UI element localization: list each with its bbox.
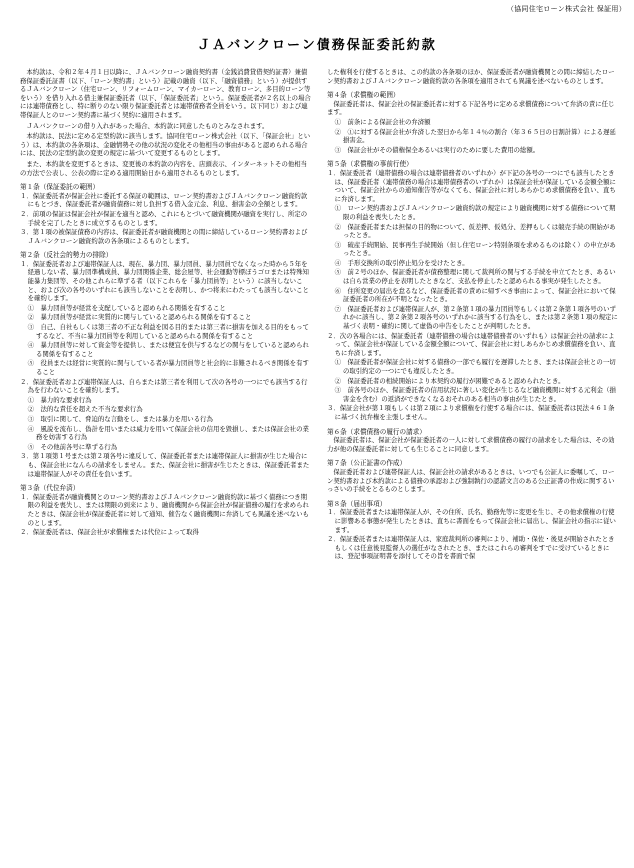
article-subitem: ④ 暴力団員等に対して資金等を提供し、または便宜を供与するなどの関与をしていると認められる関係を有すること — [27, 341, 309, 358]
article-4 — [327, 91, 620, 154]
article-title: 第４条（求償権の範囲） — [327, 91, 400, 100]
article-1 — [20, 183, 313, 245]
right-column — [327, 68, 620, 866]
article-5 — [327, 160, 620, 421]
article-subitem: ① ローン契約書およびＪＡバンクローン融資約款の規定により融資機関に対する債務について期限の利益を喪失したとき。 — [334, 204, 616, 221]
article-item: ２．前項の保証は保証会社が保証を適当と認め、これにもとづいて融資機関が融資を実行し、所定の手続を完了したときに成立するものとします。 — [20, 209, 308, 227]
article-subitem: ① 前条による保証会社の弁済額 — [334, 117, 431, 126]
article-intro: 保証委託者は、保証会社が保証委託者の一人に対して求償債務の履行の請求をした場合は、その効力が他の保証委託者に対しても生じることに同意します。 — [327, 436, 615, 453]
article-subitem: ① 保証委託者が保証会社に対する債務の一部でも履行を遅滞したとき、または保証会社との一切の取引約定の一つにでも違反したとき。 — [334, 358, 616, 375]
preamble-paragraph: また、本約款を変更するときは、変更後の本約款の内容を、店頭表示、インターネットその他相当の方法で公表し、公表の際に定める適用開始日から適用されるものとします。 — [20, 159, 308, 177]
article-subitem: ⑤ その他前各号に準ずる行為 — [27, 442, 118, 451]
article-item: ２．次の各場合には、保証委託者（連帯債務の場合は連帯債務者のいずれも）は保証会社の請求によって、保証会社が保証している金額全額について、保証会社に対しあらかじめ求償債務を負い、直ちに弁済します。 — [327, 331, 616, 357]
article-item: １．保証委託者または連帯保証人が、その住所、氏名、勤務先等に変更を生じ、その他求償権の行使に影響ある事態が発生したときは、直ちに書面をもって保証会社に届出し、保証会社の指示に従います。 — [327, 508, 616, 534]
article-subitem: ② 暴力団員等が経営に実質的に関与していると認められる関係を有すること — [27, 313, 252, 322]
article-item: ３．第１項の被保証債務の内容は、保証委託者が融資機関との間に締結しているローン契約書およびＪＡバンクローン融資約款の各条項によるものとします。 — [20, 228, 308, 245]
article-title: 第２条（反社会的勢力の排除） — [20, 251, 113, 260]
article-subitem: ⑥ 住所変更の届出を怠るなど、保証委託者の責めに帰すべき事由によって、保証会社において保証委託者の所在が不明となったとき。 — [334, 286, 616, 304]
preamble-paragraph: 本約款は、令和２年４月１日以降に、ＪＡバンクローン融資契約書（金銭消費貸借契約証書）兼債務保証委託証書（以下、「ローン契約書」という）記載の融資（以下、「融資債務」という）が提供するＪＡバンクローン（住宅ローン、リフォームローン、マイカーローン、教育ローン、多目的ローン等をいう）を借り入れる借主兼保証委託者（以下、「保証委託者」という。保証委託者が２名以上の場合には連帯債務とし、特に断りのない限り保証委託者とは連帯債務者全員をいう。以下同じ）および連帯保証人とのローン契約書に基づく契約に適用されます。 — [20, 68, 311, 119]
preamble-paragraph: 本約款は、民法に定める定型約款に該当します。協同住宅ローン株式会社（以下、「保証会社」という）は、本約款の各条項は、金融情勢その他の状況の変化その他相当の事由があると認められる場合には、民法の定型約款の変更の規定に基づいて変更するものとします。 — [20, 132, 311, 158]
preamble-paragraph: ＪＡバンクローンの借り入れがあった場合、本約款に同意したものとみなされます。 — [26, 121, 269, 130]
body-columns — [20, 68, 620, 866]
article-7 — [327, 459, 620, 493]
article-subitem: ③ 保証会社がその債権保全あるいは実行のために要した費用の総額。 — [334, 145, 540, 154]
issuer-label: （協同住宅ローン株式会社 保証用） — [506, 5, 626, 13]
article-subitem: ① 暴力団員等が経営を支配していると認められる関係を有すること — [27, 303, 226, 312]
article-item: １．保証委託者および連帯保証人は、現在、暴力団、暴力団員、暴力団員でなくなった時から５年を経過しない者、暴力団準構成員、暴力団関係企業、総会屋等、社会運動等標ぼうゴロまたは特殊知能暴力集団等、その他これらに準ずる者（以下これらを「暴力団員等」という）に該当しないこと、および次の各号のいずれにも該当しないことを表明し、かつ将来にわたっても該当しないことを確約します。 — [20, 259, 309, 303]
article-title: 第６条（求償債務の履行の請求） — [327, 427, 426, 436]
article-subitem: ③ 破産手続開始、民事再生手続開始（但し住宅ローン特別条項を求めるものは除く）の申立があったとき。 — [334, 240, 616, 258]
article-item: １．保証委託者が保証会社に委託する保証の範囲は、ローン契約書およびＪＡバンクローン融資約款にもとづき、保証委託者が融資債務に対し負担する借入金元金、利息、損害金の全額とします。 — [20, 191, 308, 209]
article-item: ２．保証委託者は、保証会社が求償権または代位によって取得 — [20, 528, 199, 537]
left-column — [20, 68, 313, 866]
article-title: 第８条（届出事項） — [327, 499, 387, 508]
article-3 — [20, 484, 313, 537]
article-title: 第３条（代位弁済） — [20, 484, 80, 493]
article-subitem: ② 保証委託者または担保の目的物について、仮差押、仮処分、差押もしくは競売手続の開始があったとき。 — [334, 222, 616, 240]
article-6 — [327, 428, 620, 454]
article-item: ２．保証委託者または連帯保証人は、家庭裁判所の審判により、補助・保佐・後見が開始されたときもしくは任意後見監督人の選任がなされたとき、またはこれらの審判をすでに受けているときには、登記事項証明書を添付してその旨を書面で保 — [327, 535, 615, 561]
article-item: １．保証委託者が融資機関とのローン契約書およびＪＡバンクローン融資約款に基づく債務につき期限の利益を喪失し、または期限の到来により、融資機関から保証会社が保証債務の履行を求められたときは、保証会社が保証委託者に対して通知、催告なく融資機関に弁済しても異議を述べないものとします。 — [20, 492, 309, 527]
article-item: １．保証委託者（連帯債務の場合は連帯債務者のいずれか）が下記の各号の一つにでも該当したときは、保証委託者（連帯債務の場合は連帯債務者のいずれか）は保証会社が保証している金額全額について、保証会社からの通知催告等がなくても、保証会社に対しあらかじめ求償債務を負い、直ちに弁済します。 — [327, 168, 616, 203]
article-title: 第１条（保証委託の範囲） — [20, 183, 100, 192]
article-intro: 保証委託者は、保証会社の保証委託者に対する下記各号に定める求償債務について弁済の責に任じます。 — [327, 99, 615, 117]
article-subitem: ⑤ 役員または経営に実質的に関与している者が暴力団員等と社会的に非難されるべき関係を有すること — [27, 359, 309, 376]
article-item: ３．第１項第１号または第２項各号に違反して、保証委託者または連帯保証人に損害が生じた場合にも、保証会社になんらの請求をしません。また、保証会社に損害が生じたときは、保証委託者または連帯保証人がその責任を負います。 — [20, 452, 310, 478]
article-subitem: ③ 取引に関して、脅迫的な言動をし、または暴力を用いる行為 — [27, 414, 213, 423]
article-subitem: ④ 手形交換所の取引停止処分を受けたとき。 — [334, 258, 469, 267]
document-title: ＪＡバンクローン債務保証委託約款 — [197, 38, 437, 53]
article-subitem: ⑦ 保証委託者および連帯保証人が、第２条第１項の暴力団員等もしくは第２条第１項各号のいずれかに該当し、第２条第２項各号のいずれかに該当する行為をし、または第２条第１項の規定に基づく表明・確約に関して虚偽の申告をしたことが判明したとき。 — [334, 304, 618, 331]
continued-text: した権利を行使するときは、この約款の各条項のほか、保証委託者が融資機関との間に締結したローン契約書およびＪＡバンクローン融資約款の各条項を適用されても異議を述べないものとします。 — [327, 68, 615, 85]
article-item: ２．保証委託者および連帯保証人は、自らまたは第三者を利用して次の各号の一つにでも該当する行為を行わないことを確約します。 — [20, 377, 308, 395]
article-subitem: ③ 自己、自社もしくは第三者の不正な利益を図る目的または第三者に損害を加える目的をもってするなど、不当に暴力団員等を利用していると認められる関係を有すること — [27, 323, 309, 340]
article-8 — [327, 500, 620, 561]
article-title: 第５条（求償権の事前行使） — [327, 160, 413, 169]
article-subitem: ⑤ 前２号のほか、保証委託者が債務整理に関して裁判所の関与する手続を申立てたとき、あるいは自ら営業の停止を表明したときなど、支払を停止したと認められる事実が発生したとき。 — [334, 268, 616, 286]
article-2 — [20, 251, 313, 478]
article-subitem: ① 暴力的な要求行為 — [27, 395, 92, 404]
article-subitem: ④ 風説を流布し、偽計を用いまたは威力を用いて保証会社の信用を毀損し、または保証会社の業務を妨害する行為 — [27, 424, 309, 442]
article-subitem: ② ①に対する保証会社が弁済した翌日から年１４％の割合（年３６５日の日割計算）による遅延損害金。 — [334, 127, 616, 145]
article-intro: 保証委託者および連帯保証人は、保証会社の請求があるときは、いつでも公証人に委嘱して、ローン契約書および本約款による債務の承認および強制執行の認諾文言のある公正証書の作成に関するいっさいの手続をとるものとします。 — [327, 467, 615, 494]
article-subitem: ② 法的な責任を超えた不当な要求行為 — [27, 405, 143, 414]
article-subitem: ③ 前各号のほか、保証委託者の信用状況に著しい変化が生じるなど融資機関に対する元利金（損害金を含む）の返済ができなくなるおそれのある相当の事由が生じたとき。 — [334, 386, 616, 403]
article-subitem: ② 保証委託者の相続開始により本契約の履行が困難であると認められたとき。 — [334, 376, 565, 385]
article-item: ３．保証会社が第１項もしくは第２項により求償権を行使する場合には、保証委託者は民法４６１条に基づく抗弁権を主張しません。 — [327, 404, 615, 421]
article-title: 第７条（公正証書の作成） — [327, 459, 407, 468]
